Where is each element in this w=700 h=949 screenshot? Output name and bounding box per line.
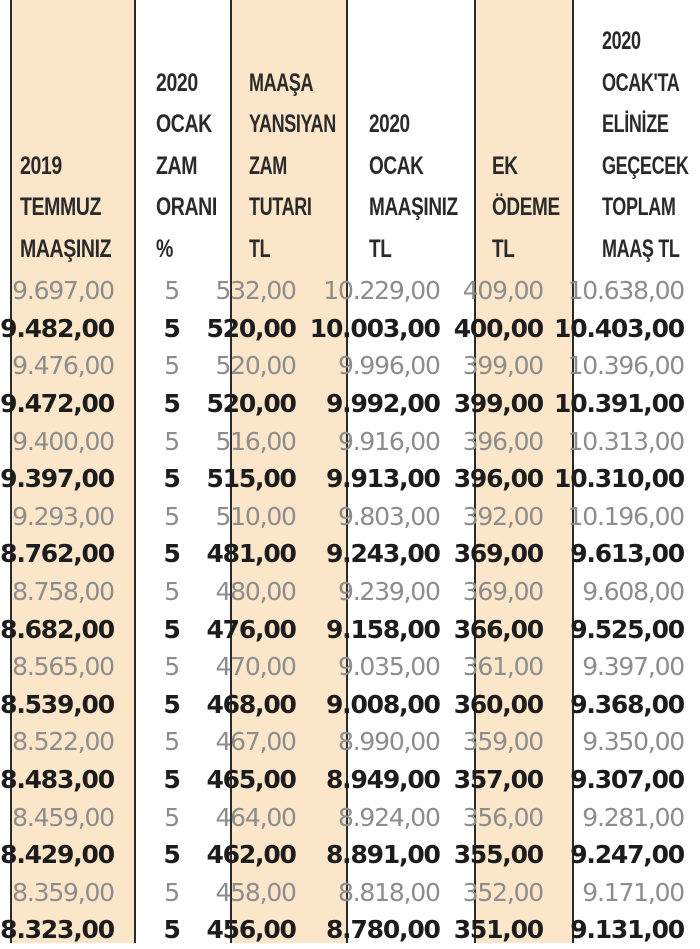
header-label: EK ÖDEME TL	[492, 151, 560, 263]
temmuz-maas-cell: 8.762,00	[0, 539, 114, 569]
temmuz-maas-cell: 8.522,00	[12, 727, 114, 757]
table-row	[0, 761, 700, 799]
zam-tutari-cell: 520,00	[206, 389, 296, 419]
ocak-maas-cell: 9.913,00	[325, 464, 440, 494]
ek-odeme-cell: 366,00	[453, 614, 543, 644]
ek-odeme-cell: 356,00	[462, 802, 543, 832]
toplam-maas-cell: 9.525,00	[570, 614, 684, 644]
toplam-maas-cell: 10.638,00	[567, 276, 684, 306]
ocak-maas-cell: 9.803,00	[337, 501, 440, 531]
header-label: 2020 OCAK'TA ELİNİZE GEÇECEK TOPLAM MAAŞ TL	[602, 27, 689, 263]
temmuz-maas-cell: 8.682,00	[0, 614, 114, 644]
temmuz-maas-cell: 9.293,00	[12, 501, 114, 531]
zam-tutari-cell: 516,00	[215, 426, 296, 456]
zam-tutari-cell: 465,00	[206, 765, 296, 795]
header-toplam-maas	[602, 0, 692, 270]
toplam-maas-cell: 9.608,00	[582, 577, 684, 607]
header-label: 2020 OCAK MAAŞINIZ TL	[369, 110, 458, 263]
zam-tutari-cell: 515,00	[206, 464, 296, 494]
table-row	[0, 385, 700, 423]
zam-tutari-cell: 520,00	[206, 313, 296, 343]
zam-orani-cell: 5	[163, 915, 180, 945]
toplam-maas-cell: 9.613,00	[570, 539, 684, 569]
table-row	[0, 310, 700, 348]
ek-odeme-cell: 400,00	[453, 313, 543, 343]
zam-tutari-cell: 476,00	[206, 614, 296, 644]
zam-tutari-cell: 532,00	[215, 276, 296, 306]
ocak-maas-cell: 9.992,00	[325, 389, 440, 419]
zam-orani-cell: 5	[163, 539, 180, 569]
header-2020-ocak-maasiniz	[369, 0, 460, 270]
table-row	[0, 798, 700, 836]
table-row	[0, 422, 700, 460]
temmuz-maas-cell: 9.697,00	[12, 276, 114, 306]
header-label: 2019 TEMMUZ MAAŞINIZ	[20, 151, 112, 263]
ek-odeme-cell: 392,00	[462, 501, 543, 531]
ek-odeme-cell: 359,00	[462, 727, 543, 757]
header-label: 2020 OCAK ZAM ORANI %	[156, 68, 217, 263]
temmuz-maas-cell: 8.323,00	[0, 915, 114, 945]
zam-orani-cell: 5	[163, 689, 180, 719]
toplam-maas-cell: 9.171,00	[582, 877, 684, 907]
temmuz-maas-cell: 8.459,00	[12, 802, 114, 832]
ek-odeme-cell: 396,00	[453, 464, 543, 494]
zam-tutari-cell: 467,00	[215, 727, 296, 757]
table-row	[0, 573, 700, 611]
header-zam-tutari	[249, 0, 343, 270]
ek-odeme-cell: 360,00	[453, 689, 543, 719]
ocak-maas-cell: 9.243,00	[325, 539, 440, 569]
ocak-maas-cell: 9.916,00	[337, 426, 440, 456]
ocak-maas-cell: 8.818,00	[337, 877, 440, 907]
temmuz-maas-cell: 8.359,00	[12, 877, 114, 907]
zam-orani-cell: 5	[164, 426, 179, 456]
zam-tutari-cell: 481,00	[206, 539, 296, 569]
table-row	[0, 498, 700, 536]
toplam-maas-cell: 10.196,00	[567, 501, 684, 531]
zam-orani-cell: 5	[163, 389, 180, 419]
ocak-maas-cell: 9.239,00	[337, 577, 440, 607]
ocak-maas-cell: 10.229,00	[323, 276, 440, 306]
temmuz-maas-cell: 9.397,00	[0, 464, 114, 494]
toplam-maas-cell: 9.397,00	[582, 652, 684, 682]
toplam-maas-cell: 9.131,00	[570, 915, 684, 945]
ocak-maas-cell: 9.158,00	[325, 614, 440, 644]
toplam-maas-cell: 10.396,00	[567, 351, 684, 381]
ek-odeme-cell: 399,00	[462, 351, 543, 381]
zam-orani-cell: 5	[164, 727, 179, 757]
toplam-maas-cell: 10.313,00	[567, 426, 684, 456]
table-row	[0, 874, 700, 912]
toplam-maas-cell: 9.350,00	[582, 727, 684, 757]
table-row	[0, 272, 700, 310]
zam-orani-cell: 5	[164, 501, 179, 531]
table-row	[0, 836, 700, 874]
ek-odeme-cell: 409,00	[462, 276, 543, 306]
ek-odeme-cell: 355,00	[453, 840, 543, 870]
zam-orani-cell: 5	[164, 877, 179, 907]
ocak-maas-cell: 8.891,00	[325, 840, 440, 870]
table-row	[0, 347, 700, 385]
ek-odeme-cell: 361,00	[462, 652, 543, 682]
zam-orani-cell: 5	[163, 464, 180, 494]
salary-table	[0, 272, 700, 949]
temmuz-maas-cell: 9.482,00	[0, 313, 114, 343]
ek-odeme-cell: 352,00	[462, 877, 543, 907]
temmuz-maas-cell: 8.539,00	[0, 689, 114, 719]
zam-orani-cell: 5	[164, 577, 179, 607]
ocak-maas-cell: 8.990,00	[337, 727, 440, 757]
ocak-maas-cell: 8.949,00	[325, 765, 440, 795]
temmuz-maas-cell: 8.429,00	[0, 840, 114, 870]
header-label: MAAŞA YANSIYAN ZAM TUTARI TL	[249, 68, 336, 263]
header-ek-odeme	[492, 0, 568, 270]
ek-odeme-cell: 351,00	[453, 915, 543, 945]
zam-tutari-cell: 458,00	[215, 877, 296, 907]
zam-tutari-cell: 520,00	[215, 351, 296, 381]
zam-orani-cell: 5	[163, 313, 180, 343]
table-row	[0, 911, 700, 949]
zam-orani-cell: 5	[163, 765, 180, 795]
table-row	[0, 610, 700, 648]
zam-orani-cell: 5	[164, 652, 179, 682]
toplam-maas-cell: 10.310,00	[554, 464, 684, 494]
zam-orani-cell: 5	[164, 802, 179, 832]
ek-odeme-cell: 399,00	[453, 389, 543, 419]
zam-tutari-cell: 510,00	[215, 501, 296, 531]
table-row	[0, 535, 700, 573]
table-row	[0, 648, 700, 686]
ocak-maas-cell: 8.780,00	[325, 915, 440, 945]
toplam-maas-cell: 10.391,00	[554, 389, 684, 419]
ocak-maas-cell: 8.924,00	[337, 802, 440, 832]
ocak-maas-cell: 9.035,00	[337, 652, 440, 682]
temmuz-maas-cell: 9.476,00	[12, 351, 114, 381]
ek-odeme-cell: 369,00	[453, 539, 543, 569]
temmuz-maas-cell: 8.565,00	[12, 652, 114, 682]
ocak-maas-cell: 9.996,00	[337, 351, 440, 381]
toplam-maas-cell: 9.247,00	[570, 840, 684, 870]
toplam-maas-cell: 9.368,00	[570, 689, 684, 719]
temmuz-maas-cell: 9.400,00	[12, 426, 114, 456]
table-row	[0, 686, 700, 724]
zam-tutari-cell: 462,00	[206, 840, 296, 870]
toplam-maas-cell: 9.307,00	[570, 765, 684, 795]
temmuz-maas-cell: 8.483,00	[0, 765, 114, 795]
table-row	[0, 460, 700, 498]
zam-orani-cell: 5	[164, 276, 179, 306]
zam-tutari-cell: 470,00	[215, 652, 296, 682]
zam-tutari-cell: 464,00	[215, 802, 296, 832]
zam-tutari-cell: 480,00	[215, 577, 296, 607]
header-2019-temmuz-maasiniz	[20, 0, 112, 270]
temmuz-maas-cell: 9.472,00	[0, 389, 114, 419]
zam-tutari-cell: 468,00	[206, 689, 296, 719]
salary-table-body	[0, 272, 700, 949]
temmuz-maas-cell: 8.758,00	[12, 577, 114, 607]
ek-odeme-cell: 357,00	[453, 765, 543, 795]
toplam-maas-cell: 10.403,00	[554, 313, 684, 343]
toplam-maas-cell: 9.281,00	[582, 802, 684, 832]
ek-odeme-cell: 396,00	[462, 426, 543, 456]
ocak-maas-cell: 10.003,00	[309, 313, 440, 343]
header-zam-orani	[156, 0, 218, 270]
zam-orani-cell: 5	[163, 614, 180, 644]
ocak-maas-cell: 9.008,00	[325, 689, 440, 719]
table-row	[0, 723, 700, 761]
zam-orani-cell: 5	[164, 351, 179, 381]
ek-odeme-cell: 369,00	[462, 577, 543, 607]
zam-orani-cell: 5	[163, 840, 180, 870]
zam-tutari-cell: 456,00	[206, 915, 296, 945]
